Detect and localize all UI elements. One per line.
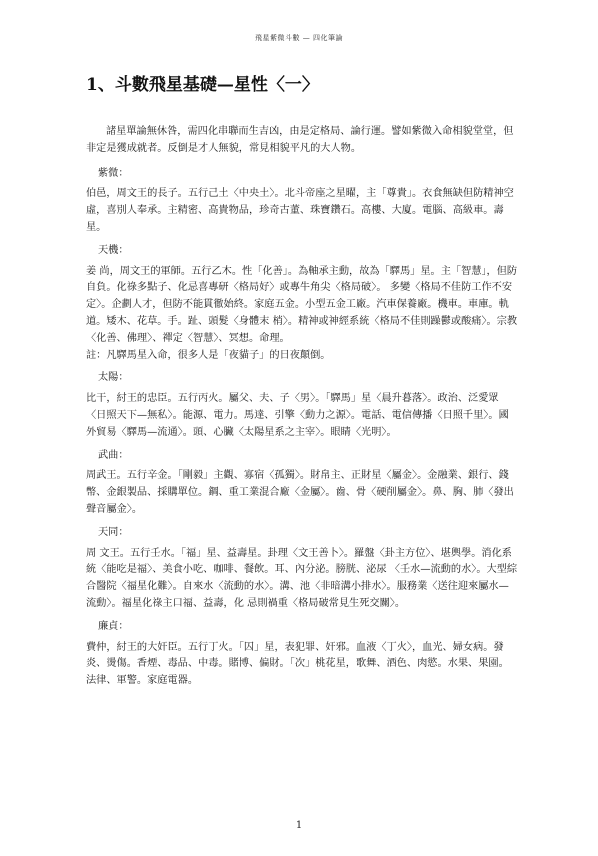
chapter-title: 1、斗數飛星基礎—星性〈一〉 xyxy=(86,75,319,95)
star-description: 姜 尚，周文王的軍師。五行乙木。性「化善」。為軸承主動，故為「驛馬」星。主「智慧」，但防自負。化祿多點子、化忌喜專研〈格局好〉或專牛角尖〈格局破〉。 多變〈格局不佳防工作不安定〉。企劃人才，但防不能貫徹始終。家庭五金。小型五金工廠。汽車保養廠。機車。車庫。軌道。矮木、花草。手。趾、頭髮〈身體末 梢〉。精神或神經系統〈格局不佳則躁鬱或酸痛〉。宗教〈化善、佛理〉、禪定〈智慧〉、冥想。命理。 xyxy=(86,265,518,344)
section-tiantong xyxy=(86,525,518,613)
section-tianji xyxy=(86,243,518,365)
star-description: 周武王。五行辛金。「剛毅」主觀、寡宿〈孤獨〉。財帛主、正財星〈屬金〉。金融業、銀行、錢幣、金銀製品、採購單位。鋼、重工業混合廠〈金屬〉。齒、骨〈硬削屬金〉。鼻、胸、肺〈發出聲音屬金〉。 xyxy=(86,470,514,515)
star-heading: 太陽： xyxy=(98,372,129,384)
star-heading: 武曲： xyxy=(98,449,129,461)
star-description: 周 文王。五行壬水。「福」星、益壽星。卦理〈文王善卜〉。羅盤〈卦主方位〉、堪輿學。消化系統〈能吃是福〉、美食小吃、咖啡、餐飲。耳、內分泌。膀胱、泌尿 〈壬水—流動的水〉。大型綜合醫院〈福星化難〉。自來水〈流動的水〉。溝、池〈非暗溝小排水〉。服務業〈送往迎來屬水—流動〉。福星化祿主口福、益壽，化 忌則禍重〈格局破常見生死交關〉。 xyxy=(86,547,518,609)
star-description: 費仲，紂王的大奸臣。五行丁火。「囚」星，表犯罪、奸邪。血液〈丁火〉，血光、婦女病。發炎、燙傷。香煙、毒品、中毒。賭博、偏財。「次」桃花星，歌舞、酒色、肉慾。水果、果園。法律、軍警。家庭電器。 xyxy=(86,641,509,687)
star-heading: 天同： xyxy=(98,526,129,538)
star-note: 註：凡驛馬星入命，很多人是「夜貓子」的日夜顛倒。 xyxy=(86,349,331,361)
running-head: 飛星紫微斗數 — 四化筆論 xyxy=(255,34,343,42)
star-heading: 天機： xyxy=(98,244,129,256)
section-lianzhen xyxy=(86,619,518,690)
section-wuqu xyxy=(86,448,518,519)
body-content xyxy=(86,124,518,696)
star-heading: 廉貞： xyxy=(98,620,129,632)
page-number: 1 xyxy=(295,820,303,831)
star-description: 伯邑，周文王的長子。五行己土〈中央土〉。北斗帝座之星曜，主「尊貴」。衣食無缺但防精神空虛，喜別人奉承。主精密、高貴物品，珍奇古董、珠寶鑽石。高樓、大廈。電腦、高級車。壽星。 xyxy=(86,188,514,233)
star-description: 比干，紂王的忠臣。五行丙火。屬父、夫、子〈男〉。「驛馬」星〈晨升暮落〉。政治、泛愛眾〈日照天下—無私〉。能源、電力。馬達、引擎〈動力之源〉。電話、電信傳播〈日照千里〉。國外貿易〈驛馬—流通〉。頭、心臟〈太陽星系之主宰〉。眼睛〈光明〉。 xyxy=(86,393,509,438)
section-taiyang xyxy=(86,370,518,441)
section-ziwei xyxy=(86,166,518,237)
star-heading: 紫微： xyxy=(98,167,129,179)
intro-paragraph: 諸星單論無休咎，需四化串聯而生吉凶，由是定格局、論行運。譬如紫微入命相貌堂堂，但非定是獲成就者。反倒是才人無貌，常見相貌平凡的大人物。 xyxy=(86,126,514,154)
